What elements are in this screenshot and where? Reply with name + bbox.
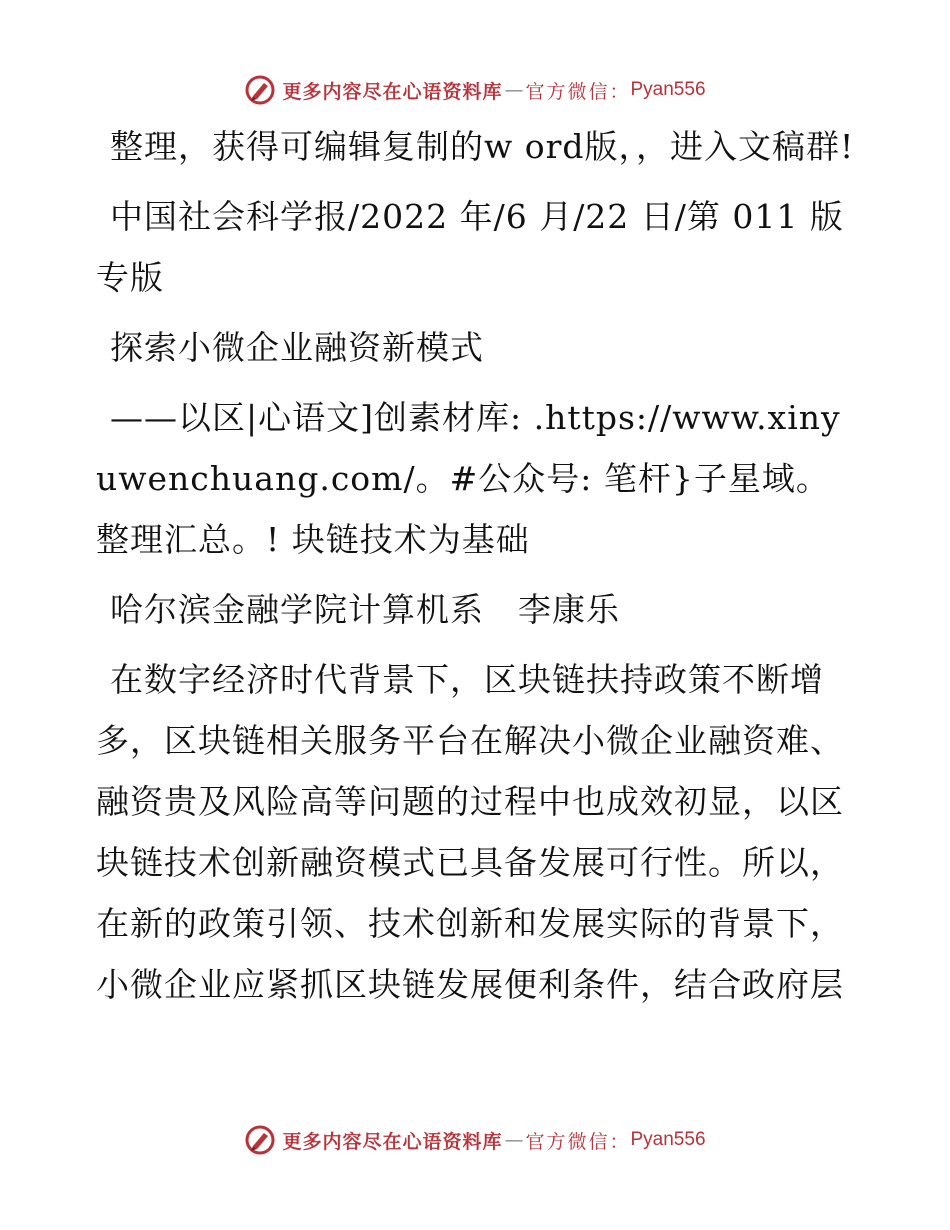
watermark-separator: — (504, 1129, 524, 1151)
watermark-wechat-id: Pyan556 (630, 79, 706, 100)
watermark-footer (0, 1120, 950, 1160)
watermark-wechat-label: 官方微信： (525, 80, 631, 103)
watermark-brand: 更多内容尽在心语资料库 (282, 80, 503, 103)
author-line: 哈尔滨金融学院计算机系 李康乐 (110, 590, 620, 629)
body-paragraph: 在数字经济时代背景下，区块链扶持政策不断增多，区块链相关服务平台在解决小微企业融资难、融资贵及风险高等问题的过程中也成效初显，以区块链技术创新融资模式已具备发展可行性。所以，在新的政策引领、技术创新和发展实际的背景下，小微企业应紧抓区块链发展便利条件，结合政府层 (96, 660, 844, 1004)
source-line: 中国社会科学报/2022 年/6 月/22 日/第 011 版专版 (96, 197, 844, 297)
watermark-brand: 更多内容尽在心语资料库 (282, 1130, 503, 1153)
watermark-separator: — (504, 79, 524, 101)
brush-pen-logo-icon (244, 74, 276, 106)
brush-pen-logo-icon (244, 1124, 276, 1156)
article-title: 探索小微企业融资新模式 (110, 328, 484, 367)
document-body (96, 116, 856, 1024)
watermark-wechat-id: Pyan556 (630, 1129, 706, 1150)
watermark-wechat-label: 官方微信： (525, 1130, 631, 1153)
intro-note: 整理，获得可编辑复制的w ord版，，进入文稿群! (110, 127, 855, 166)
article-subtitle: ——以区|心语文]创素材库: .https://www.xinyuwenchuang.com/。#公众号: 笔杆}子星域。整理汇总。! 块链技术为基础 (96, 398, 841, 559)
watermark-header (0, 70, 950, 110)
